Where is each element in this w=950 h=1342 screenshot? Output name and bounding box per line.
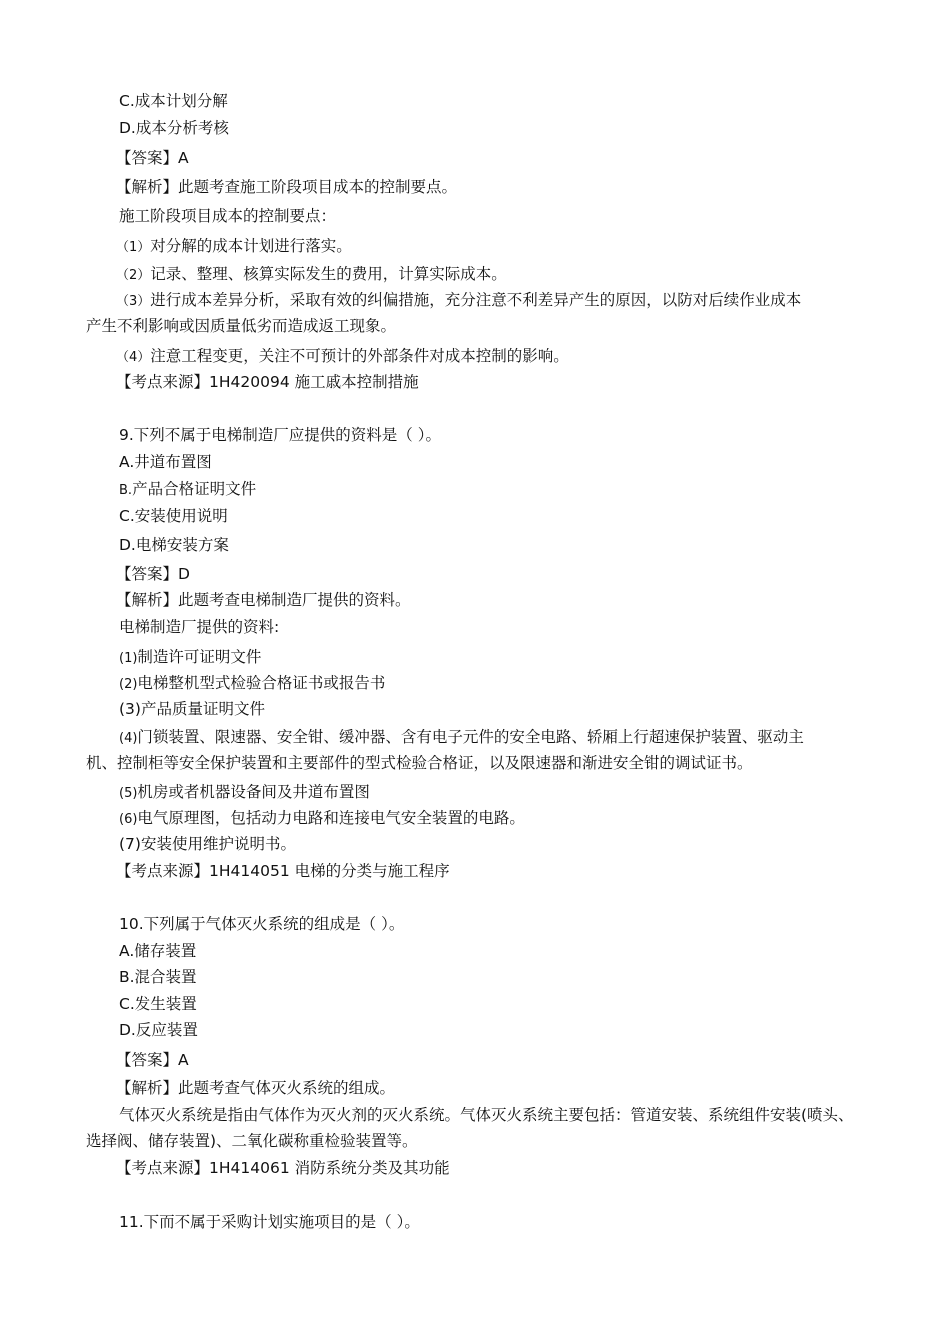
- analysis: 【解析】此题考查电梯制造厂提供的资料。: [116, 591, 411, 609]
- list-item-5: [119, 782, 370, 804]
- option-c: C.安装使用说明: [119, 507, 228, 525]
- item-text: 电气原理图，包括动力电路和连接电气安全装置的电路。: [137, 809, 525, 827]
- analysis: 【解析】此题考查气体灭火系统的组成。: [116, 1079, 396, 1097]
- item-number: (2): [119, 677, 138, 692]
- point-1: [116, 236, 352, 258]
- option-c: C.发生装置: [119, 995, 197, 1013]
- list-item-4: [119, 727, 804, 749]
- item-number: (1): [119, 651, 138, 666]
- question-10: 10.下列属于气体灭火系统的组成是（ ）。: [119, 915, 405, 933]
- answer: 【答案】A: [116, 1051, 189, 1069]
- point-number: （3）: [116, 294, 151, 309]
- body-text-continued: 选择阀、储存装置)、二氧化碳称重检验装置等。: [86, 1132, 418, 1150]
- point-text: 对分解的成本计划进行落实。: [150, 237, 352, 255]
- point-2: [116, 264, 507, 286]
- option-b: B.混合装置: [119, 968, 197, 986]
- option-d: D.反应装置: [119, 1021, 198, 1039]
- item-text: 机房或者机器设备间及井道布置图: [137, 783, 370, 801]
- option-b: [119, 479, 256, 501]
- list-item-4-continued: 机、控制柜等安全保护装置和主要部件的型式检验合格证，以及限速器和渐进安全钳的调试证书。: [86, 754, 753, 772]
- list-item-3: (3)产品质量证明文件: [119, 700, 265, 718]
- option-letter: B.: [119, 483, 133, 498]
- source: 【考点来源】1H420094 施工戚本控制措施: [116, 373, 419, 391]
- point-number: （2）: [116, 268, 151, 283]
- point-text: 记录、整理、核算实际发生的费用，计算实际成本。: [150, 265, 507, 283]
- option-a: A.井道布置图: [119, 453, 212, 471]
- item-text: 门锁装置、限速器、安全钳、缓冲器、含有电子元件的安全电路、轿厢上行超速保护装置、驱动主: [137, 728, 804, 746]
- option-a: A.储存装置: [119, 942, 197, 960]
- source: 【考点来源】1H414061 消防系统分类及其功能: [116, 1159, 450, 1177]
- item-number: (5): [119, 786, 138, 801]
- question-11: 11.下而不属于采购计划实施项目的是（ ）。: [119, 1213, 420, 1231]
- answer: 【答案】A: [116, 149, 189, 167]
- point-4: [116, 346, 569, 368]
- list-title: 电梯制造厂提供的资料:: [119, 618, 280, 636]
- points-title: 施工阶段项目成本的控制要点：: [119, 207, 337, 225]
- list-item-1: [119, 647, 261, 669]
- analysis: 【解析】此题考查施工阶段项目成本的控制要点。: [116, 178, 458, 196]
- option-text: 产品合格证明文件: [132, 480, 257, 498]
- answer: 【答案】D: [116, 565, 190, 583]
- option-d: D.成本分析考核: [119, 119, 229, 137]
- source: 【考点来源】1H414051 电梯的分类与施工程序: [116, 862, 450, 880]
- item-number: (6): [119, 812, 138, 827]
- list-item-6: [119, 808, 525, 830]
- question-9: 9.下列不属于电梯制造厂应提供的资料是（ ）。: [119, 426, 441, 444]
- point-number: （1）: [116, 240, 151, 255]
- list-item-2: [119, 673, 385, 695]
- point-3-continued: 产生不利影响或因质量低劣而造成返工现象。: [86, 317, 397, 335]
- item-number: (4): [119, 731, 138, 746]
- item-text: 制造许可证明文件: [137, 648, 262, 666]
- point-3: [116, 290, 801, 312]
- point-text: 注意工程变更，关注不可预计的外部条件对成本控制的影响。: [150, 347, 569, 365]
- point-text: 进行成本差异分析，采取有效的纠偏措施，充分注意不利差异产生的原因，以防对后续作业成本: [150, 291, 802, 309]
- item-text: 电梯整机型式检验合格证书或报告书: [137, 674, 386, 692]
- body-text: 气体灭火系统是指由气体作为灭火剂的灭火系统。气体灭火系统主要包括：管道安装、系统组件安装(喷头、: [119, 1106, 854, 1124]
- option-d: D.电梯安装方案: [119, 536, 229, 554]
- point-number: （4）: [116, 350, 151, 365]
- option-c: C.成本计划分解: [119, 92, 228, 110]
- list-item-7: (7)安装使用维护说明书。: [119, 835, 296, 853]
